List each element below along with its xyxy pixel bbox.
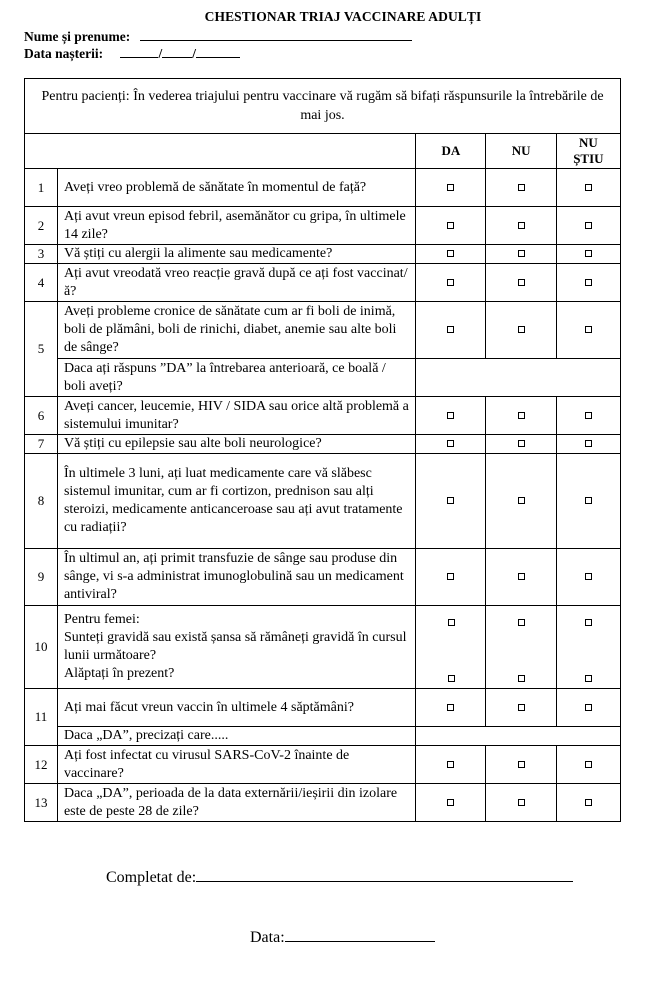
checkbox-nu[interactable] bbox=[518, 497, 525, 504]
table-row bbox=[25, 549, 621, 606]
date-line[interactable] bbox=[285, 927, 435, 942]
question-text: Aveți vreo problemă de sănătate în momentul de față? bbox=[57, 169, 415, 207]
question-text: Vă știți cu alergii la alimente sau medicamente? bbox=[57, 245, 415, 264]
question-number: 5 bbox=[25, 302, 58, 397]
question-text: În ultimele 3 luni, ați luat medicamente care vă slăbesc sistemul imunitar, cum ar fi cortizon, prednison sau alți steroizi, medicamente anticanceroase sau ați avut tratamente cu radiații? bbox=[57, 454, 415, 549]
col-header-nu-stiu-line1: NU bbox=[578, 135, 598, 150]
form-title: CHESTIONAR TRIAJ VACCINARE ADULȚI bbox=[204, 9, 482, 24]
question-text: Aveți cancer, leucemie, HIV / SIDA sau orice altă problemă a sistemului imunitar? bbox=[57, 397, 415, 435]
completed-by-label: Completat de: bbox=[106, 869, 197, 886]
checkbox-da[interactable] bbox=[447, 222, 454, 229]
question-text bbox=[57, 606, 415, 689]
question-number: 3 bbox=[25, 245, 58, 264]
question-followup: Daca ați răspuns ”DA” la întrebarea anterioară, ce boală / boli aveți? bbox=[57, 359, 415, 397]
table-row bbox=[25, 727, 621, 746]
question-text: În ultimul an, ați primit transfuzie de sânge sau produse din sânge, vi s-a administrat imunoglobulină sau un medicament antiviral? bbox=[57, 549, 415, 606]
checkbox-nu-breastfeeding[interactable] bbox=[518, 675, 525, 682]
question-text-line: Alăptați în prezent? bbox=[63, 666, 175, 681]
checkbox-da[interactable] bbox=[447, 250, 454, 257]
checkbox-nu-stiu[interactable] bbox=[585, 704, 592, 711]
checkbox-nu-stiu[interactable] bbox=[585, 761, 592, 768]
dob-field bbox=[24, 45, 240, 62]
header-row bbox=[25, 134, 621, 169]
checkbox-nu[interactable] bbox=[518, 573, 525, 580]
checkbox-nu-stiu-breastfeeding[interactable] bbox=[585, 675, 592, 682]
checkbox-nu-stiu[interactable] bbox=[585, 497, 592, 504]
table-row bbox=[25, 245, 621, 264]
checkbox-da[interactable] bbox=[447, 761, 454, 768]
checkbox-nu-stiu-pregnant[interactable] bbox=[585, 619, 592, 626]
question-number: 6 bbox=[25, 397, 58, 435]
checkbox-nu-stiu[interactable] bbox=[585, 326, 592, 333]
table-row bbox=[25, 264, 621, 302]
question-number: 8 bbox=[25, 454, 58, 549]
dob-separator: / bbox=[192, 46, 197, 61]
checkbox-da[interactable] bbox=[447, 184, 454, 191]
checkbox-nu-stiu[interactable] bbox=[585, 799, 592, 806]
checkbox-nu[interactable] bbox=[518, 250, 525, 257]
followup-answer-area[interactable] bbox=[416, 359, 621, 397]
checkbox-nu-stiu[interactable] bbox=[585, 573, 592, 580]
checkbox-da[interactable] bbox=[447, 440, 454, 447]
checkbox-nu-stiu[interactable] bbox=[585, 412, 592, 419]
question-text: Ați mai făcut vreun vaccin în ultimele 4 săptămâni? bbox=[57, 689, 415, 727]
col-header-nu-stiu bbox=[556, 134, 620, 169]
dob-separator: / bbox=[158, 46, 163, 61]
checkbox-da[interactable] bbox=[447, 326, 454, 333]
table-row bbox=[25, 746, 621, 784]
table-row bbox=[25, 435, 621, 454]
question-text: Vă știți cu epilepsie sau alte boli neurologice? bbox=[57, 435, 415, 454]
table-row bbox=[25, 397, 621, 435]
questionnaire-table bbox=[24, 78, 621, 822]
table-row bbox=[25, 784, 621, 822]
checkbox-da[interactable] bbox=[447, 497, 454, 504]
checkbox-nu-pregnant[interactable] bbox=[518, 619, 525, 626]
table-row bbox=[25, 302, 621, 359]
checkbox-da-pregnant[interactable] bbox=[448, 619, 455, 626]
checkbox-nu-stiu[interactable] bbox=[585, 440, 592, 447]
table-row bbox=[25, 606, 621, 689]
question-number: 12 bbox=[25, 746, 58, 784]
header-blank bbox=[25, 134, 416, 169]
question-number: 1 bbox=[25, 169, 58, 207]
checkbox-nu[interactable] bbox=[518, 326, 525, 333]
checkbox-nu[interactable] bbox=[518, 184, 525, 191]
intro-text: Pentru pacienți: În vederea triajului pentru vaccinare vă rugăm să bifați răspunsurile la întrebările de mai jos. bbox=[25, 79, 621, 134]
name-label: Nume și prenume: bbox=[24, 29, 131, 44]
checkbox-da-breastfeeding[interactable] bbox=[448, 675, 455, 682]
question-text: Aveți probleme cronice de sănătate cum ar fi boli de inimă, boli de plămâni, boli de rinichi, diabet, anemie sau alte boli de sânge? bbox=[57, 302, 415, 359]
checkbox-nu-stiu[interactable] bbox=[585, 184, 592, 191]
checkbox-nu-stiu[interactable] bbox=[585, 222, 592, 229]
date-field bbox=[250, 927, 435, 947]
question-number: 7 bbox=[25, 435, 58, 454]
checkbox-nu-stiu[interactable] bbox=[585, 250, 592, 257]
name-input-line[interactable] bbox=[140, 28, 412, 41]
checkbox-nu[interactable] bbox=[518, 279, 525, 286]
question-followup: Daca „DA”, precizați care..... bbox=[57, 727, 415, 746]
table-row bbox=[25, 454, 621, 549]
checkbox-nu[interactable] bbox=[518, 704, 525, 711]
col-header-nu: NU bbox=[486, 134, 556, 169]
name-field bbox=[24, 28, 412, 45]
col-header-da: DA bbox=[416, 134, 486, 169]
table-row bbox=[25, 689, 621, 727]
checkbox-da[interactable] bbox=[447, 799, 454, 806]
dob-label: Data nașterii: bbox=[24, 46, 104, 61]
question-number: 2 bbox=[25, 207, 58, 245]
completed-by-line[interactable] bbox=[196, 867, 573, 882]
checkbox-da[interactable] bbox=[447, 279, 454, 286]
table-row bbox=[25, 207, 621, 245]
question-text-line: Sunteți gravidă sau există șansa să rămâneți gravidă în cursul lunii următoare? bbox=[63, 630, 407, 663]
question-text: Ați avut vreodată vreo reacție gravă după ce ați fost vaccinat/ă? bbox=[57, 264, 415, 302]
dob-year-line[interactable] bbox=[196, 45, 240, 58]
followup-answer-area[interactable] bbox=[416, 727, 621, 746]
checkbox-nu[interactable] bbox=[518, 440, 525, 447]
date-label: Data: bbox=[250, 929, 285, 946]
dob-day-line[interactable] bbox=[120, 45, 158, 58]
question-number: 9 bbox=[25, 549, 58, 606]
checkbox-da[interactable] bbox=[447, 412, 454, 419]
question-number: 11 bbox=[25, 689, 58, 746]
checkbox-nu[interactable] bbox=[518, 412, 525, 419]
question-text: Ați avut vreun episod febril, asemănător cu gripa, în ultimele 14 zile? bbox=[57, 207, 415, 245]
question-text: Ați fost infectat cu virusul SARS-CoV-2 înainte de vaccinare? bbox=[57, 746, 415, 784]
question-number: 13 bbox=[25, 784, 58, 822]
question-number: 4 bbox=[25, 264, 58, 302]
dob-month-line[interactable] bbox=[162, 45, 192, 58]
table-row bbox=[25, 359, 621, 397]
question-text-line: Pentru femei: bbox=[63, 612, 140, 627]
checkbox-nu[interactable] bbox=[518, 799, 525, 806]
table-row bbox=[25, 169, 621, 207]
completed-by-field bbox=[106, 867, 573, 887]
checkbox-da[interactable] bbox=[447, 573, 454, 580]
checkbox-nu[interactable] bbox=[518, 222, 525, 229]
question-number: 10 bbox=[25, 606, 58, 689]
col-header-nu-stiu-line2: ȘTIU bbox=[573, 151, 604, 166]
question-text: Daca „DA”, perioada de la data externării/ieșirii din izolare este de peste 28 de zile? bbox=[57, 784, 415, 822]
checkbox-nu-stiu[interactable] bbox=[585, 279, 592, 286]
checkbox-da[interactable] bbox=[447, 704, 454, 711]
checkbox-nu[interactable] bbox=[518, 761, 525, 768]
